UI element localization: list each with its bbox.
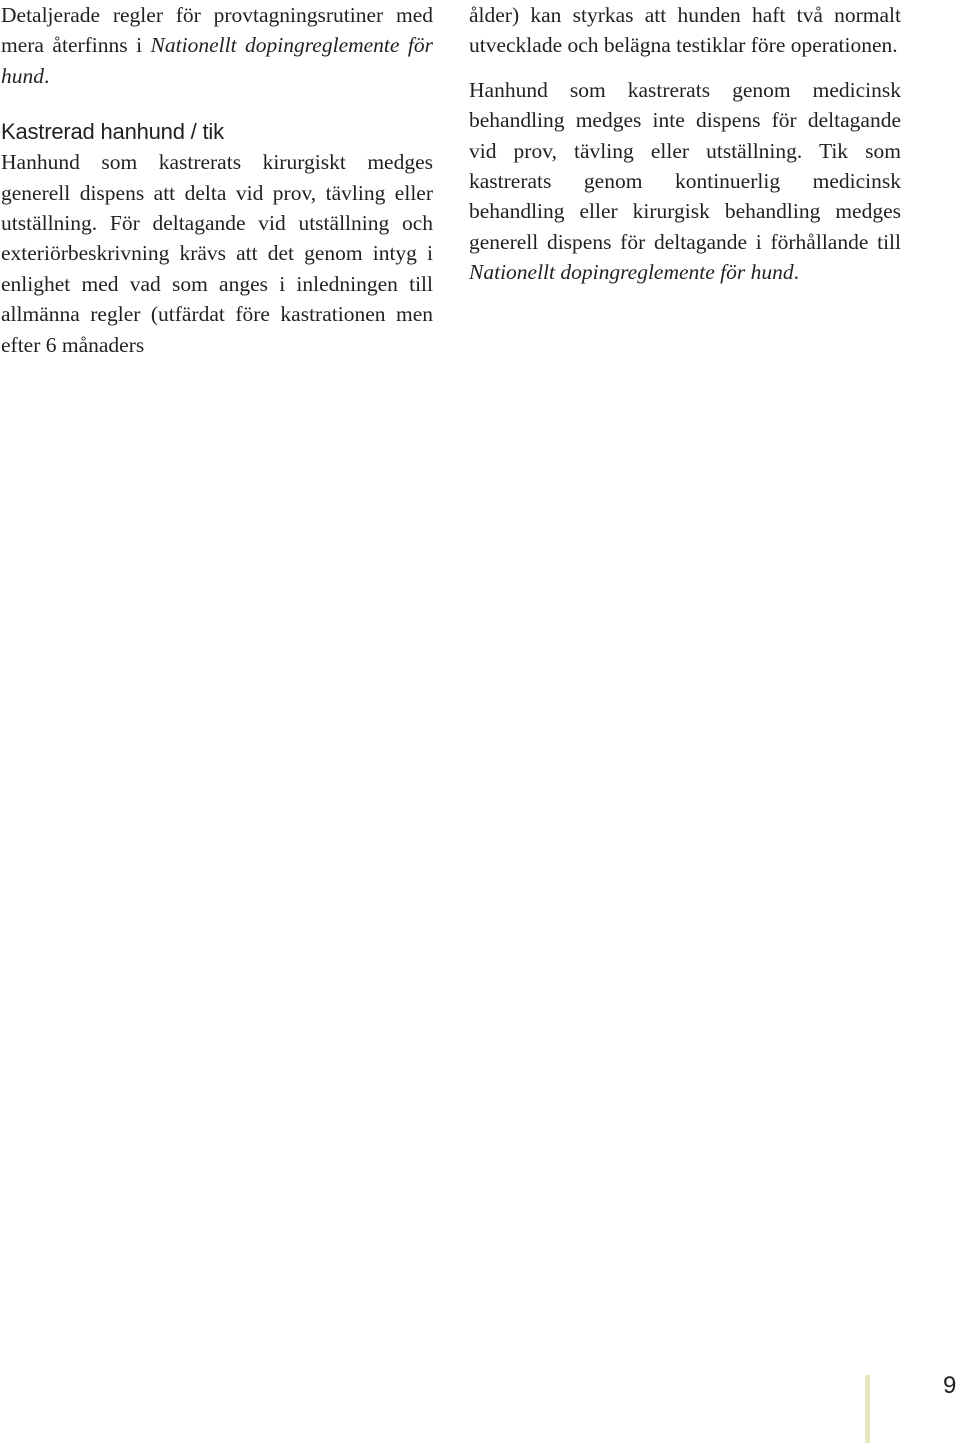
intro-italic-reference: Nationellt dopingreglemente för hund: [1, 33, 433, 88]
continuation-paragraph: ålder) kan styrkas att hunden haft två normalt utvecklade och belägna testiklar före operationen.: [469, 3, 901, 58]
intro-end: .: [44, 63, 50, 88]
page-accent-bar: [865, 1375, 870, 1443]
right-column: [469, 0, 901, 288]
intro-paragraph: [1, 0, 433, 91]
intro-text: Detaljerade regler för provtagningsrutiner med mera återfinns i: [1, 3, 433, 58]
body-paragraph: Hanhund som kastrerats kirurgiskt medges generell dispens att delta vid prov, tävling eller utställning. För deltagande vid utställning och exteriörbeskrivning krävs att det genom intyg i enlighet med vad som anges i inledningen till allmänna regler (utfärdat före kastrationen men efter 6 månaders: [1, 150, 433, 357]
left-column: [1, 0, 433, 360]
second-paragraph-text: Hanhund som kastrerats genom medicinsk behandling medges inte dispens för deltagande vid prov, tävling eller utställning. Tik som kastrerats genom kontinuerlig medicinsk behandling eller kirurgisk behandling medges generell dispens för deltagande i förhållande till: [469, 77, 901, 254]
second-paragraph-italic-reference: Nationellt dopingreglemente för hund: [469, 260, 794, 285]
second-paragraph-end: .: [793, 260, 800, 285]
section-heading: Kastrerad hanhund / tik: [1, 119, 224, 145]
second-paragraph: [469, 75, 901, 288]
page-number: 9: [943, 1372, 957, 1399]
